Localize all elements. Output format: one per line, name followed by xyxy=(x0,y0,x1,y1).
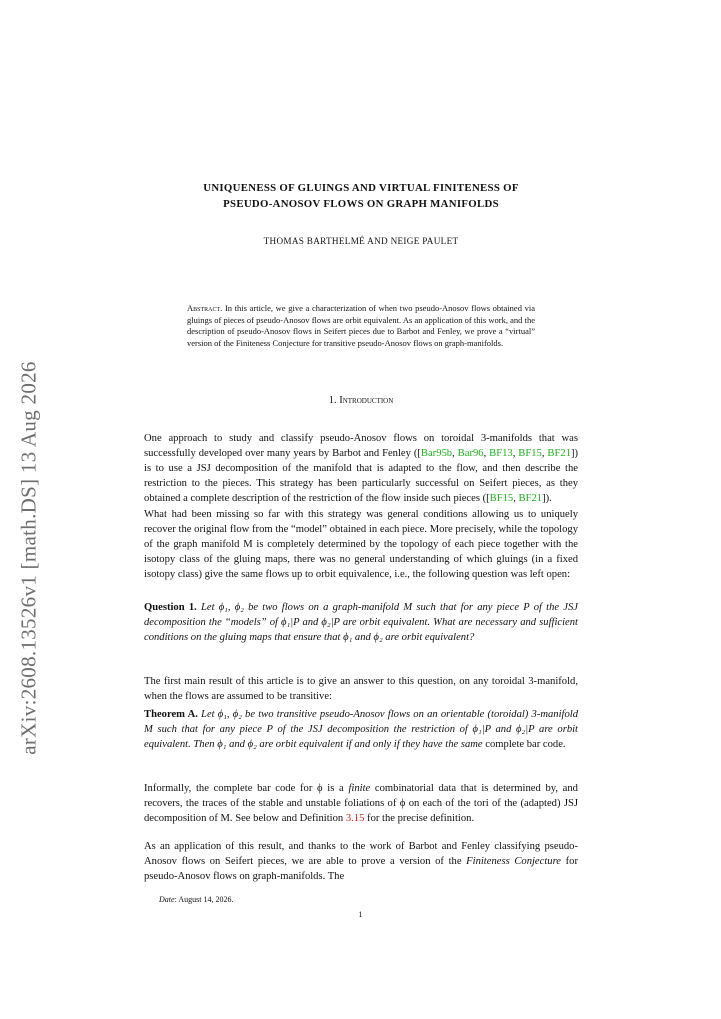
abstract-text: In this article, we give a characterization of when two pseudo-Anosov flows obtained via gluings of pieces of pseudo-Anosov flows are orbit equivalent. As an application of this work, and the description of pseudo-Anosov flows in Seifert pieces due to Barbot and Fenley, we prove a “virtual” version of the Finiteness Conjecture for transitive pseudo-Anosov flows on graph-manifolds. xyxy=(187,303,536,349)
p1-sep: , xyxy=(483,447,490,459)
p1-sep: , xyxy=(513,492,519,504)
p1-text-c: ]). xyxy=(542,492,552,504)
citation-link[interactable]: BF15 xyxy=(518,447,542,459)
p4-text-a: Informally, the complete bar code for ϕ is a xyxy=(144,783,344,794)
p1-text-b: ]) is to use a JSJ decomposition of the manifold that is adapted to the flow, and then describe the restriction to the pieces. This strategy has been particularly successful on Seifert pieces, as they obtained a complete description of the restriction of the flow inside such pieces ([ xyxy=(144,447,579,504)
footnote-label: Date xyxy=(159,895,175,904)
p1-text-a: One approach to study and classify pseudo-Anosov flows on toroidal 3-manifolds that was successfully developed over many years by Barbot and Fenley ([ xyxy=(144,433,578,459)
p1-sep: , xyxy=(452,447,458,459)
title-line-1: UNIQUENESS OF GLUINGS AND VIRTUAL FINITENESS OF xyxy=(203,182,519,194)
question-text: Let ϕ₁, ϕ₂ be two flows on a graph-manifold M such that for any piece P of the JSJ decomposition the “models” of ϕ₁|P and ϕ₂|P are orbit equivalent. What are necessary and sufficient conditions on the gluing maps that ensure that ϕ₁ and ϕ₂ are orbit equivalent? xyxy=(144,602,578,643)
question-label: Question 1. xyxy=(144,602,197,613)
p4-text-d: for the precise definition. xyxy=(367,812,475,824)
paragraph-4 xyxy=(144,782,578,827)
definition-link[interactable]: 3.15 xyxy=(345,812,365,824)
arxiv-id: arXiv:2608.13526v1 [math.DS] 13 Aug 2026 xyxy=(16,360,41,755)
citation-link[interactable]: BF15 xyxy=(489,492,514,504)
section-number: 1. xyxy=(328,395,337,406)
p5-emph: Finiteness Conjecture xyxy=(466,855,562,867)
p4-text-c: combinatorial data that is determined by, and recovers, the traces of the stable and unstable foliations of ϕ on each of the tori of the (adapted) JSJ decomposition of M. See below and Definition xyxy=(144,783,578,824)
paragraph-2: What had been missing so far with this strategy was general conditions allowing us to uniquely recover the original flow from the “model” obtained in each piece. More precisely, while the topology of the graph manifold M is completely determined by the topology of each piece together with the isotopy class of the gluing maps, there was no general understanding of which gluings (in a fixed isotopy class) give the same flows up to orbit equivalence, i.e., the following question was left open: xyxy=(144,509,578,580)
citation-link[interactable]: BF21 xyxy=(547,447,571,459)
section-title: Introduction xyxy=(339,395,394,406)
date-footnote xyxy=(159,895,233,904)
abstract xyxy=(187,303,535,350)
theorem-a xyxy=(144,708,578,753)
authors: THOMAS BARTHELMÉ AND NEIGE PAULET xyxy=(263,236,459,246)
question-1 xyxy=(144,601,578,646)
p5-text-a: As an application of this result, and thanks to the work of Barbot and Fenley classifying pseudo-Anosov flows on Seifert pieces, we are able to prove a version of the xyxy=(144,841,578,867)
arxiv-stamp xyxy=(14,355,44,760)
section-heading xyxy=(144,395,578,406)
paragraph-3: The first main result of this article is to give an answer to this question, on any toroidal 3-manifold, when the flows are assumed to be transitive: xyxy=(144,676,578,702)
citation-link[interactable]: Bar96 xyxy=(457,447,484,459)
theorem-text: Let ϕ₁, ϕ₂ be two transitive pseudo-Anosov flows on an orientable (toroidal) 3-manifold M such that for any piece P of the JSJ decomposition the restriction of ϕ₁|P and ϕ₂|P are orbit equivalent. Then ϕ₁ and ϕ₂ are orbit equivalent if and only if they have the same xyxy=(144,709,578,750)
footnote-text: : August 14, 2026. xyxy=(174,895,234,904)
citation-link[interactable]: Bar95b xyxy=(420,447,453,459)
title-line-2: PSEUDO-ANOSOV FLOWS ON GRAPH MANIFOLDS xyxy=(223,198,499,210)
paragraph-5 xyxy=(144,840,578,885)
p5-text-c: for pseudo-Anosov flows on graph-manifolds. The xyxy=(144,855,578,882)
p4-emph: finite xyxy=(348,783,371,794)
p1-sep: , xyxy=(541,447,548,459)
page-number: 1 xyxy=(358,910,363,919)
paragraph-1 xyxy=(144,432,578,507)
abstract-label: Abstract. xyxy=(187,303,223,313)
citation-link[interactable]: BF13 xyxy=(489,447,513,459)
theorem-term: complete bar code. xyxy=(485,738,566,750)
p1-sep: , xyxy=(512,447,519,459)
theorem-label: Theorem A. xyxy=(144,709,198,720)
paper-title xyxy=(144,180,578,212)
citation-link[interactable]: BF21 xyxy=(518,492,543,504)
